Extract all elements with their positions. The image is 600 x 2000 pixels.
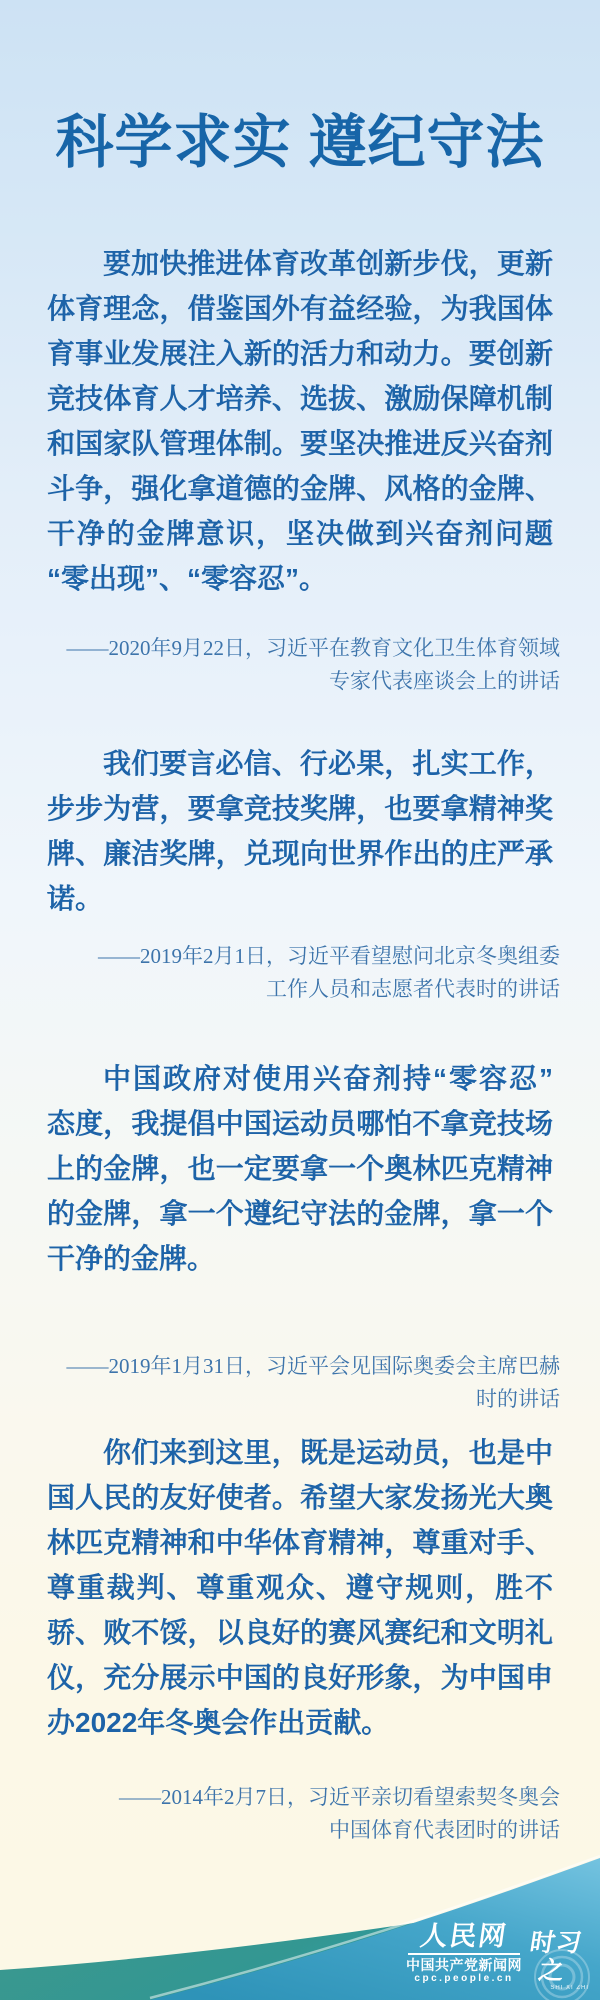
- text-line: 工作人员和志愿者代表时的讲话: [266, 977, 560, 1001]
- text-line: 时的讲话: [476, 1387, 560, 1411]
- quote-attribution-3: [40, 1350, 560, 1416]
- text-line: 体育理念，借鉴国外有益经验，为我国体: [47, 293, 553, 324]
- text-line: 你们来到这里，既是运动员，也是中: [103, 1437, 553, 1468]
- text-line: 仪，充分展示中国的良好形象，为中国申: [47, 1662, 553, 1693]
- quote-text-1: [47, 241, 553, 601]
- text-line: 态度，我提倡中国运动员哪怕不拿竞技场: [47, 1108, 553, 1139]
- text-line: ——2014年2月7日，习近平亲切看望索契冬奥会: [119, 1785, 560, 1809]
- quote-text-3: [47, 1056, 553, 1281]
- text-line: 诺。: [47, 883, 104, 914]
- text-line: 专家代表座谈会上的讲话: [329, 669, 560, 693]
- shixizhi-wordmark: 时习之: [527, 1929, 585, 1985]
- text-line: 干净的金牌意识，坚决做到兴奋剂问题: [47, 518, 553, 549]
- quote-text-2: [47, 741, 553, 921]
- text-line: 中国体育代表团时的讲话: [329, 1818, 560, 1842]
- people-net-wordmark: 人民网: [418, 1921, 510, 1951]
- text-line: 要加快推进体育改革创新步伐，更新: [103, 248, 553, 279]
- text-line: 斗争，强化拿道德的金牌、风格的金牌、: [47, 473, 553, 504]
- text-line: 尊重裁判、尊重观众、遵守规则，胜不: [47, 1572, 553, 1603]
- poster-title: 科学求实 遵纪守法: [55, 110, 545, 175]
- text-line: 我们要言必信、行必果，扎实工作，: [103, 748, 553, 779]
- text-line: 中国政府对使用兴奋剂持“零容忍”: [103, 1063, 553, 1094]
- text-line: ——2020年9月22日，习近平在教育文化卫生体育领域: [66, 636, 560, 660]
- text-line: ——2019年2月1日，习近平看望慰问北京冬奥组委: [98, 944, 560, 968]
- cpc-news-name: 中国共产党新闻网: [406, 1957, 522, 1973]
- text-line: 步步为营，要拿竞技奖牌，也要拿精神奖: [47, 793, 553, 824]
- quote-text-4: [47, 1430, 553, 1745]
- text-line: “零出现”、“零容忍”。: [47, 563, 328, 594]
- shixizhi-logo: [519, 1929, 589, 1992]
- text-line: ——2019年1月31日，习近平会见国际奥委会主席巴赫: [66, 1354, 560, 1378]
- text-line: 和国家队管理体制。要坚决推进反兴奋剂: [47, 428, 553, 459]
- text-line: 干净的金牌。: [47, 1243, 216, 1274]
- people-net-logo: [406, 1921, 522, 1985]
- quote-attribution-1: [40, 632, 560, 698]
- text-line: 上的金牌，也一定要拿一个奥林匹克精神: [47, 1153, 553, 1184]
- text-line: 的金牌，拿一个遵纪守法的金牌，拿一个: [47, 1198, 553, 1229]
- quote-attribution-4: [40, 1781, 560, 1847]
- text-line: 牌、廉洁奖牌，兑现向世界作出的庄严承: [47, 838, 553, 869]
- cpc-news-url: cpc.people.cn: [414, 1973, 514, 1984]
- text-line: 竞技体育人才培养、选拔、激励保障机制: [47, 383, 553, 414]
- shixizhi-subtitle: SHI XI ZHI: [550, 1985, 589, 1991]
- people-net-underline: [408, 1953, 520, 1955]
- text-line: 国人民的友好使者。希望大家发扬光大奥: [47, 1482, 553, 1513]
- text-line: 骄、败不馁，以良好的赛风赛纪和文明礼: [47, 1617, 553, 1648]
- text-line: 林匹克精神和中华体育精神，尊重对手、: [47, 1527, 553, 1558]
- quote-attribution-2: [40, 940, 560, 1006]
- text-line: 育事业发展注入新的活力和动力。要创新: [47, 338, 553, 369]
- text-line: 办2022年冬奥会作出贡献。: [47, 1707, 390, 1738]
